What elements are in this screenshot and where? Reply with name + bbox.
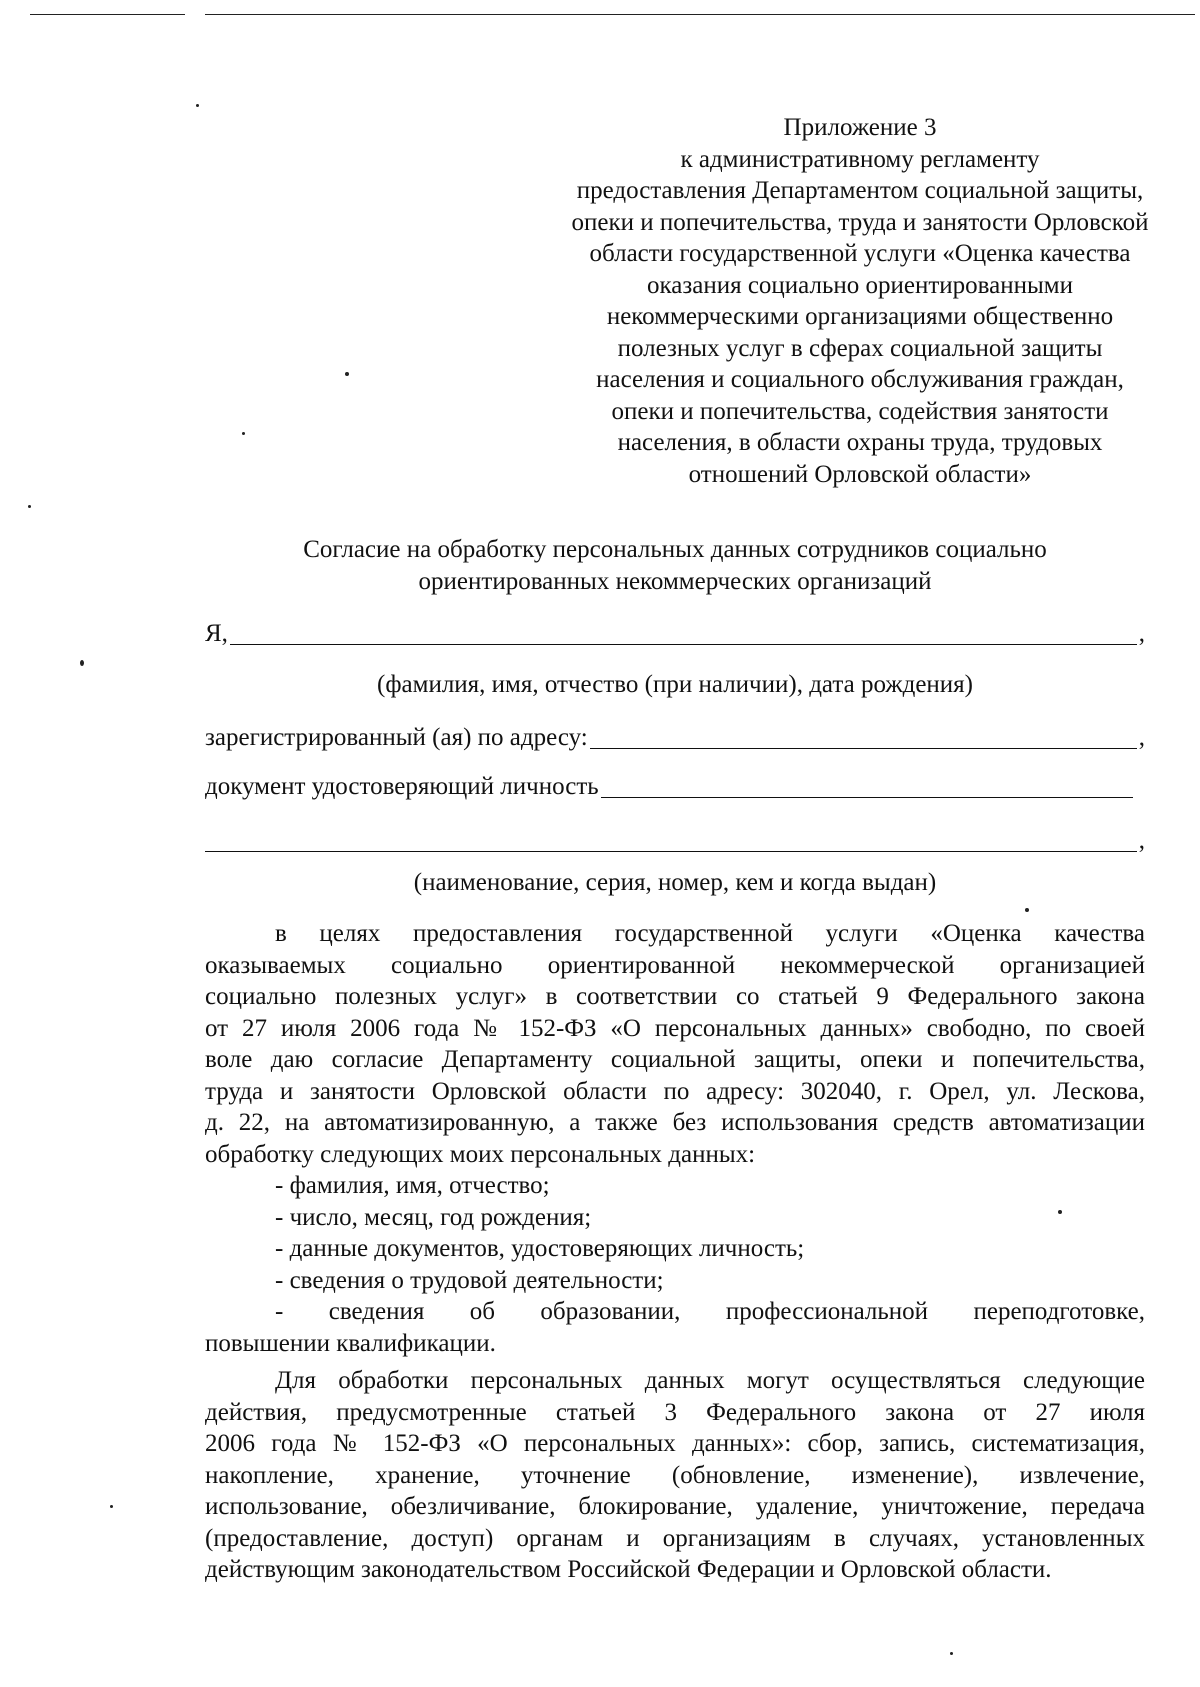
scan-speck — [28, 505, 31, 508]
body-line: (предоставление, доступ) органам и организациям в случаях, установленных — [205, 1524, 1145, 1552]
appendix-line: населения, в области охраны труда, трудовых — [617, 429, 1103, 456]
name-field-hint: (фамилия, имя, отчество (при наличии), дата рождения) — [377, 671, 973, 698]
appendix-line: опеки и попечительства, содействия занятости — [611, 397, 1109, 425]
scan-speck — [345, 372, 349, 376]
appendix-header — [540, 112, 1180, 490]
body-line: действия, предусмотренные статьей 3 Федерального закона от 27 июля — [205, 1398, 1145, 1426]
title-line: ориентированных некоммерческих организаций — [418, 568, 932, 595]
title-line: Согласие на обработку персональных данных сотрудников социально — [303, 536, 1047, 563]
document-field-end: , — [1138, 827, 1145, 854]
scan-speck — [950, 1652, 953, 1655]
document-field-blank-2[interactable] — [205, 827, 1137, 852]
document-field-label: документ удостоверяющий личность — [205, 773, 599, 800]
document-field-blank[interactable] — [601, 773, 1133, 798]
appendix-line: к административному регламенту — [680, 145, 1040, 173]
body-line: в целях предоставления государственной услуги «Оценка качества — [275, 920, 1145, 947]
address-field-blank[interactable] — [590, 724, 1137, 749]
appendix-line: отношений Орловской области» — [688, 460, 1032, 488]
scan-speck — [110, 1505, 113, 1508]
scan-speck — [242, 432, 245, 435]
appendix-line: опеки и попечительства, труда и занятости Орловской — [571, 208, 1149, 236]
appendix-line: Приложение 3 — [783, 114, 937, 141]
list-item: - сведения о трудовой деятельности; — [275, 1266, 664, 1294]
scan-edge-line — [205, 14, 1195, 15]
name-field-row — [205, 619, 1145, 649]
body-line: социально полезных услуг» в соответствии со статьей 9 Федерального закона — [205, 983, 1145, 1010]
body-line: д. 22, на автоматизированную, а также без использования средств автоматизации — [205, 1109, 1145, 1136]
document-field-row — [205, 772, 1135, 802]
appendix-line: оказания социально ориентированными — [646, 271, 1073, 299]
scan-edge-line — [30, 14, 185, 15]
body-line: использование, обезличивание, блокирование, удаление, уничтожение, передача — [205, 1493, 1145, 1520]
body-line: Для обработки персональных данных могут осуществляться следующие — [275, 1367, 1145, 1394]
body-line: 2006 года № 152-ФЗ «О персональных данных»: сбор, запись, систематизация, — [205, 1430, 1145, 1457]
scan-speck — [196, 104, 199, 107]
consent-body — [205, 918, 1145, 1586]
appendix-line: полезных услуг в сферах социальной защиты — [617, 334, 1103, 362]
address-field-row — [205, 723, 1145, 753]
address-field-label: зарегистрированный (ая) по адресу: — [205, 724, 588, 751]
list-item: - сведения об образовании, профессиональной переподготовке, — [275, 1298, 1145, 1325]
appendix-line: некоммерческими организациями общественно — [606, 303, 1114, 330]
name-field-blank[interactable] — [230, 620, 1137, 645]
document-field-row-2 — [205, 826, 1145, 856]
scan-speck — [80, 660, 84, 666]
body-line: накопление, хранение, уточнение (обновление, изменение), извлечение, — [205, 1461, 1145, 1489]
scan-speck — [1025, 908, 1029, 912]
appendix-line: населения и социального обслуживания граждан, — [596, 366, 1124, 393]
body-line: действующим законодательством Российской Федерации и Орловской области. — [205, 1556, 1052, 1583]
body-line: труда и занятости Орловской области по адресу: 302040, г. Орел, ул. Лескова, — [205, 1077, 1145, 1105]
name-field-label: Я, — [205, 620, 228, 647]
name-field-end: , — [1138, 620, 1145, 647]
list-item-continuation: повышении квалификации. — [205, 1329, 496, 1357]
document-title — [205, 534, 1145, 598]
body-line: воле даю согласие Департаменту социальной защиты, опеки и попечительства, — [205, 1046, 1145, 1073]
list-item: - фамилия, имя, отчество; — [275, 1172, 550, 1199]
body-line: от 27 июля 2006 года № 152-ФЗ «О персональных данных» свободно, по своей — [205, 1014, 1145, 1042]
document-field-hint: (наименование, серия, номер, кем и когда выдан) — [413, 869, 937, 896]
body-line: обработку следующих моих персональных данных: — [205, 1140, 756, 1168]
list-item: - данные документов, удостоверяющих личность; — [275, 1235, 805, 1262]
list-item: - число, месяц, год рождения; — [275, 1203, 592, 1231]
appendix-line: предоставления Департаментом социальной защиты, — [576, 177, 1144, 204]
address-field-end: , — [1138, 724, 1145, 751]
body-line: оказываемых социально ориентированной некоммерческой организацией — [205, 951, 1145, 979]
appendix-line: области государственной услуги «Оценка качества — [589, 240, 1131, 267]
